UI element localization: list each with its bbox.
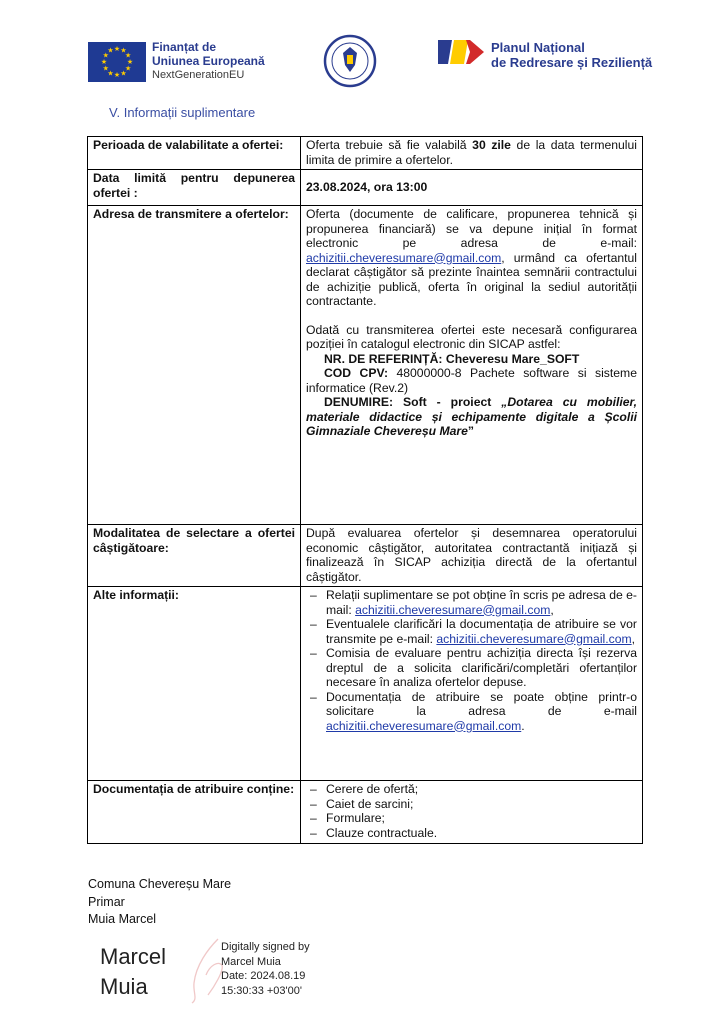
- row-label: Modalitatea de selectare a ofertei câștigătoare:: [88, 525, 301, 587]
- svg-text:★: ★: [125, 64, 132, 73]
- signature-last-name: Muia: [100, 974, 148, 999]
- eu-line-3: NextGenerationEU: [152, 69, 245, 81]
- pnrr-line-1: Planul Național: [491, 40, 585, 55]
- table-row: [88, 525, 643, 587]
- text: 48000000-8 Pachete software si sisteme informatice (Rev.2): [306, 366, 637, 395]
- text: Oferta (documente de calificare, propunerea tehnică și propunerea financiară) se va depune inițial în format electronic pe adresa de e-mail:: [306, 207, 637, 250]
- table-row: [88, 587, 643, 781]
- signature-first-name: Marcel: [100, 944, 167, 969]
- list-item: [306, 690, 637, 734]
- table-row: [88, 170, 643, 206]
- table-row: [88, 137, 643, 170]
- digital-signature-name: [100, 942, 166, 1002]
- row-value: [301, 587, 643, 781]
- signature-info-line: 15:30:33 +03'00': [221, 984, 302, 997]
- signatory-role: Primar: [88, 894, 125, 909]
- row-value: După evaluarea ofertelor și desemnarea operatorului economic câștigător, autoritatea contractantă inițiază și finalizează în SICAP achiziția directă de la ofertantul câștigător.: [301, 525, 643, 587]
- commune-name: Comuna Chevereșu Mare: [88, 877, 232, 891]
- pnrr-flag-icon: [438, 38, 486, 66]
- email-link[interactable]: achizitii.cheveresumare@gmail.com: [306, 250, 502, 265]
- svg-text:★: ★: [102, 51, 109, 60]
- signature-info-line: Date: 2024.08.19: [221, 970, 306, 982]
- signature-info-line: Marcel Muia: [221, 955, 281, 968]
- list-item: – Formulare;: [306, 811, 637, 826]
- deadline-value: 23.08.2024, ora 13:00: [306, 180, 428, 195]
- svg-text:★: ★: [107, 69, 114, 78]
- svg-text:★: ★: [113, 71, 121, 79]
- text: ,: [550, 602, 554, 617]
- row-label: Data limită pentru depunerea ofertei :: [88, 170, 301, 206]
- digital-signature-info: [221, 940, 310, 998]
- row-label: Alte informații:: [88, 587, 301, 781]
- paragraph: [306, 207, 637, 309]
- list-item: – Cerere de ofertă;: [306, 782, 637, 797]
- eu-flag-icon: [88, 42, 146, 82]
- denumire-line: [306, 395, 637, 439]
- email-link[interactable]: achizitii.cheveresumare@gmail.com: [355, 602, 551, 617]
- list-item: [306, 646, 637, 690]
- bold-text: COD CPV:: [324, 366, 388, 380]
- text: ,: [631, 631, 636, 646]
- signatory-block: [88, 876, 231, 929]
- bold-italic-text: „Dotarea cu mobilier, materiale didactice și echipamente digitale a Școlii Gimnaziale Chevereșu Mare: [306, 395, 637, 438]
- page-header: [0, 34, 724, 90]
- bold-text: Cheveresu Mare_SOFT: [442, 351, 580, 366]
- eu-line-2: Uniunea Europeană: [152, 54, 265, 68]
- romanian-government-seal-icon: [323, 34, 377, 88]
- svg-text:★: ★: [113, 45, 121, 53]
- list-item: [306, 588, 637, 617]
- row-label: Documentația de atribuire conține:: [88, 781, 301, 844]
- eu-line-1: Finanțat de: [152, 40, 217, 54]
- documents-list: [306, 782, 637, 840]
- list-item: – Clauze contractuale.: [306, 826, 637, 841]
- signature-info-line: Digitally signed by: [221, 941, 310, 953]
- table-row: [88, 781, 643, 844]
- bold-text: 30 zile: [472, 138, 511, 152]
- row-value: [301, 170, 643, 206]
- spacer: [306, 309, 637, 323]
- text: Oferta trebuie să fie valabilă: [306, 138, 473, 152]
- info-table: [87, 136, 643, 844]
- list-item: [306, 617, 637, 646]
- paragraph: Odată cu transmiterea ofertei este necesară configurarea poziției în catalogul electronic din SICAP astfel:: [306, 322, 637, 351]
- svg-text:★: ★: [120, 46, 127, 55]
- row-value: [301, 206, 643, 525]
- text: Comisia de evaluare pentru achiziția directa își rezerva dreptul de a solicita clarificări/completări ofertanților necesare în analiza ofertelor depuse.: [326, 646, 637, 689]
- cpv-line: [306, 366, 637, 395]
- reference-line: [306, 352, 637, 367]
- bold-text: ”: [467, 424, 474, 438]
- section-title: V. Informații suplimentare: [109, 105, 256, 120]
- pnrr-line-2: de Redresare și Reziliență: [491, 55, 653, 70]
- eu-funding-text: [152, 40, 265, 82]
- text: .: [521, 718, 525, 733]
- signatory-name: Muia Marcel: [88, 912, 157, 926]
- text: de la data termenului limita de primire a ofertelor.: [306, 138, 637, 167]
- email-link[interactable]: achizitii.cheveresumare@gmail.com: [436, 631, 632, 646]
- svg-text:★: ★: [120, 69, 127, 78]
- bold-text: NR. DE REFERINȚĂ:: [324, 351, 443, 366]
- svg-text:★: ★: [126, 58, 134, 66]
- svg-text:★: ★: [125, 51, 132, 60]
- row-label: Perioada de valabilitate a ofertei:: [88, 137, 301, 170]
- svg-text:★: ★: [102, 64, 109, 73]
- row-label: Adresa de transmitere a ofertelor:: [88, 206, 301, 525]
- table-row: [88, 206, 643, 525]
- text: Relații suplimentare se pot obține în scris pe adresa de e-mail:: [326, 588, 637, 617]
- text: , urmând ca ofertantul declarat câștigător să prezinte înaintea semnării contractului de achiziție publică, oferta în original la sediul autorității contractante.: [306, 250, 637, 308]
- pnrr-text: [491, 40, 652, 70]
- info-list: [306, 588, 637, 733]
- email-link[interactable]: achizitii.cheveresumare@gmail.com: [326, 718, 522, 733]
- list-item: – Caiet de sarcini;: [306, 797, 637, 812]
- row-value: [301, 137, 643, 170]
- row-value: [301, 781, 643, 844]
- bold-text: DENUMIRE: Soft - proiect: [324, 395, 502, 409]
- text: Eventualele clarificări la documentația de atribuire se vor transmite pe e-mail:: [326, 617, 637, 646]
- svg-text:★: ★: [100, 58, 108, 66]
- text: Documentația de atribuire se poate obține printr-o solicitare la adresa de e-mail: [326, 689, 637, 718]
- svg-text:★: ★: [107, 46, 114, 55]
